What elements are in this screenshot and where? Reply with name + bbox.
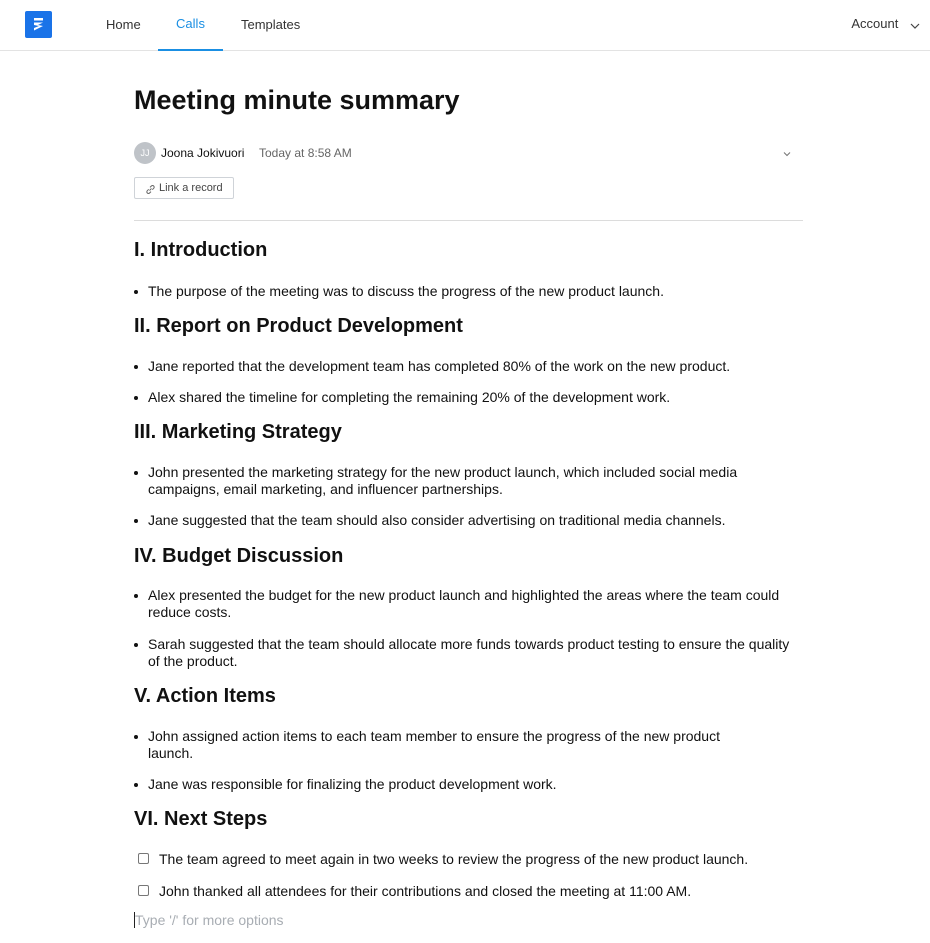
bullet-list	[134, 587, 789, 621]
nav-home[interactable]: Home	[106, 17, 141, 32]
page-title[interactable]: Meeting minute summary	[134, 85, 460, 115]
task-list	[134, 883, 803, 900]
section-heading[interactable]: V. Action Items	[134, 685, 276, 707]
task-list	[134, 851, 803, 868]
editor-placeholder[interactable]: Type '/' for more options	[135, 912, 284, 928]
account-menu[interactable]	[851, 0, 920, 48]
nav-templates[interactable]: Templates	[241, 17, 301, 32]
chevron-down-icon[interactable]	[781, 147, 793, 159]
task-text: The team agreed to meet again in two weeks to review the progress of the new product launch.	[159, 851, 749, 867]
meta-row	[134, 142, 803, 164]
bullet-list	[134, 512, 803, 529]
section-heading[interactable]: VI. Next Steps	[134, 808, 268, 830]
author-name: Joona Jokivuori	[161, 146, 245, 160]
account-label: Account	[851, 16, 899, 31]
section-heading[interactable]: IV. Budget Discussion	[134, 545, 344, 567]
list-item[interactable]: Jane was responsible for finalizing the product development work.	[134, 776, 803, 793]
task-checkbox[interactable]	[138, 885, 149, 896]
list-item[interactable]: Jane reported that the development team has completed 80% of the work on the new product.	[134, 358, 803, 375]
link-icon	[145, 182, 156, 202]
list-item[interactable]: Jane suggested that the team should also consider advertising on traditional media channels.	[134, 512, 803, 529]
divider	[134, 220, 803, 221]
list-item[interactable]: The purpose of the meeting was to discuss the progress of the new product launch.	[134, 283, 803, 300]
section-heading[interactable]: II. Report on Product Development	[134, 315, 463, 337]
brand-logo-icon[interactable]	[25, 11, 52, 38]
chevron-down-icon	[910, 1, 920, 49]
list-item[interactable]: Alex presented the budget for the new product launch and highlighted the areas where the team could reduce costs.	[134, 587, 789, 621]
task-text: John thanked all attendees for their contributions and closed the meeting at 11:00 AM.	[159, 883, 692, 899]
top-nav	[0, 0, 930, 51]
avatar: JJ	[134, 142, 156, 164]
section-heading[interactable]: I. Introduction	[134, 239, 268, 261]
task-item[interactable]	[134, 851, 803, 868]
bullet-list	[134, 776, 803, 793]
list-item[interactable]: John presented the marketing strategy for the new product launch, which included social media campaigns, email marketing, and influencer partnerships.	[134, 464, 784, 498]
link-record-label: Link a record	[159, 182, 223, 194]
bullet-list	[134, 464, 784, 498]
section-heading[interactable]: III. Marketing Strategy	[134, 421, 342, 443]
list-item[interactable]: John assigned action items to each team member to ensure the progress of the new product launch.	[134, 728, 764, 762]
bullet-list	[134, 728, 764, 762]
list-item[interactable]: Alex shared the timeline for completing the remaining 20% of the development work.	[134, 389, 803, 406]
nav-calls[interactable]: Calls	[158, 0, 223, 50]
task-item[interactable]	[134, 883, 803, 900]
bullet-list	[134, 636, 794, 670]
bullet-list	[134, 283, 803, 300]
list-item[interactable]: Sarah suggested that the team should allocate more funds towards product testing to ensure the quality of the product.	[134, 636, 794, 670]
timestamp: Today at 8:58 AM	[259, 146, 352, 160]
task-checkbox[interactable]	[138, 853, 149, 864]
bullet-list	[134, 358, 803, 375]
bullet-list	[134, 389, 803, 406]
link-record-button[interactable]	[134, 177, 234, 199]
